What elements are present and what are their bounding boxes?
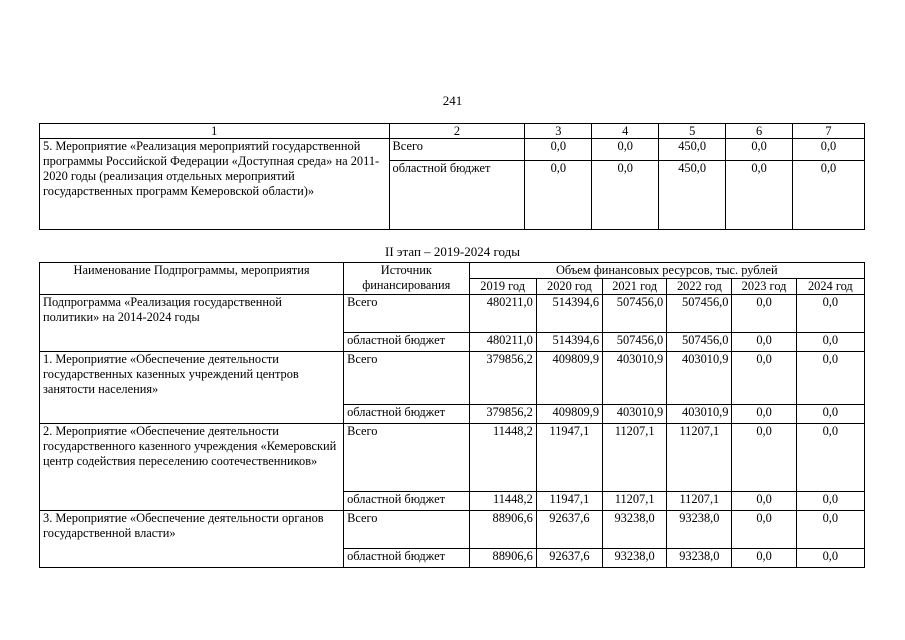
header-row (40, 263, 865, 279)
value-cell: 11207,1 (667, 492, 732, 511)
value-cell: 88906,6 (469, 511, 536, 549)
value-cell: 0,0 (726, 161, 793, 230)
value-cell: 93238,0 (667, 549, 732, 568)
measure-name: 3. Мероприятие «Обеспечение деятельности органов государственной власти» (40, 511, 344, 568)
value-cell: 11207,1 (667, 424, 732, 492)
value-cell: 0,0 (592, 139, 659, 161)
value-cell: 379856,2 (469, 405, 536, 424)
measure-name: 1. Мероприятие «Обеспечение деятельности государственных казенных учреждений центров занятости населения» (40, 352, 344, 424)
value-cell: 507456,0 (667, 333, 732, 352)
value-cell: 92637,6 (536, 549, 602, 568)
column-number: 4 (592, 124, 659, 139)
value-cell: 11448,2 (469, 492, 536, 511)
column-number-row (40, 124, 865, 139)
value-cell: 0,0 (732, 405, 796, 424)
value-cell: 507456,0 (667, 295, 732, 333)
column-number: 5 (659, 124, 726, 139)
year-header: 2021 год (603, 279, 667, 295)
source-label: областной бюджет (344, 405, 469, 424)
source-column-header: Источник финансирования (344, 263, 469, 295)
source-label: областной бюджет (344, 549, 469, 568)
table-row (40, 511, 865, 549)
value-cell: 0,0 (796, 492, 864, 511)
value-cell: 0,0 (796, 295, 864, 333)
value-cell: 0,0 (796, 511, 864, 549)
value-cell: 450,0 (659, 161, 726, 230)
column-number: 1 (40, 124, 390, 139)
value-cell: 403010,9 (667, 405, 732, 424)
funding-table (39, 262, 865, 568)
value-cell: 379856,2 (469, 352, 536, 405)
value-cell: 0,0 (796, 549, 864, 568)
table-row (40, 352, 865, 405)
value-cell: 409809,9 (536, 405, 602, 424)
value-cell: 480211,0 (469, 333, 536, 352)
value-cell: 0,0 (732, 352, 796, 405)
column-number: 6 (726, 124, 793, 139)
value-cell: 0,0 (732, 295, 796, 333)
stage-caption: II этап – 2019-2024 годы (385, 244, 520, 259)
value-cell: 0,0 (732, 549, 796, 568)
value-cell: 0,0 (732, 333, 796, 352)
value-cell: 93238,0 (667, 511, 732, 549)
source-label: Всего (389, 139, 525, 161)
value-cell: 409809,9 (536, 352, 602, 405)
name-column-header: Наименование Подпрограммы, мероприятия (40, 263, 344, 295)
value-cell: 0,0 (525, 139, 592, 161)
source-label: Всего (344, 352, 469, 405)
source-label: областной бюджет (389, 161, 525, 230)
table-row (40, 295, 865, 333)
value-cell: 480211,0 (469, 295, 536, 333)
value-cell: 403010,9 (667, 352, 732, 405)
value-cell: 11207,1 (603, 492, 667, 511)
value-cell: 11947,1 (536, 424, 602, 492)
volume-column-header: Объем финансовых ресурсов, тыс. рублей (469, 263, 864, 279)
value-cell: 0,0 (796, 405, 864, 424)
source-label: областной бюджет (344, 333, 469, 352)
value-cell: 0,0 (726, 139, 793, 161)
measure-name: Подпрограмма «Реализация государственной политики» на 2014-2024 годы (40, 295, 344, 352)
year-header: 2024 год (796, 279, 864, 295)
value-cell: 0,0 (793, 139, 865, 161)
value-cell: 0,0 (732, 511, 796, 549)
value-cell: 0,0 (592, 161, 659, 230)
year-header: 2020 год (536, 279, 602, 295)
measure-name: 2. Мероприятие «Обеспечение деятельности государственного казенного учреждения «Кемеровский центр содействия переселению соотечественников» (40, 424, 344, 511)
value-cell: 0,0 (525, 161, 592, 230)
value-cell: 88906,6 (469, 549, 536, 568)
value-cell: 0,0 (796, 333, 864, 352)
value-cell: 11448,2 (469, 424, 536, 492)
value-cell: 0,0 (796, 424, 864, 492)
value-cell: 507456,0 (603, 295, 667, 333)
year-header: 2022 год (667, 279, 732, 295)
value-cell: 507456,0 (603, 333, 667, 352)
year-header: 2023 год (732, 279, 796, 295)
value-cell: 93238,0 (603, 511, 667, 549)
table-row (40, 424, 865, 492)
value-cell: 450,0 (659, 139, 726, 161)
value-cell: 92637,6 (536, 511, 602, 549)
year-header: 2019 год (469, 279, 536, 295)
source-label: Всего (344, 424, 469, 492)
table-row (40, 139, 865, 161)
measure-name: 5. Мероприятие «Реализация мероприятий государственной программы Российской Федерации «Доступная среда» на 2011-2020 годы (реализация отдельных мероприятий государственных программ Кемеровской области)» (40, 139, 390, 230)
value-cell: 0,0 (793, 161, 865, 230)
value-cell: 93238,0 (603, 549, 667, 568)
value-cell: 0,0 (732, 492, 796, 511)
column-number: 3 (525, 124, 592, 139)
column-number: 2 (389, 124, 525, 139)
page-number: 241 (442, 93, 463, 108)
value-cell: 514394,6 (536, 295, 602, 333)
value-cell: 0,0 (796, 352, 864, 405)
value-cell: 403010,9 (603, 405, 667, 424)
value-cell: 403010,9 (603, 352, 667, 405)
value-cell: 514394,6 (536, 333, 602, 352)
source-label: областной бюджет (344, 492, 469, 511)
source-label: Всего (344, 511, 469, 549)
continued-measures-table (39, 123, 865, 230)
source-label: Всего (344, 295, 469, 333)
column-number: 7 (793, 124, 865, 139)
value-cell: 0,0 (732, 424, 796, 492)
value-cell: 11947,1 (536, 492, 602, 511)
value-cell: 11207,1 (603, 424, 667, 492)
